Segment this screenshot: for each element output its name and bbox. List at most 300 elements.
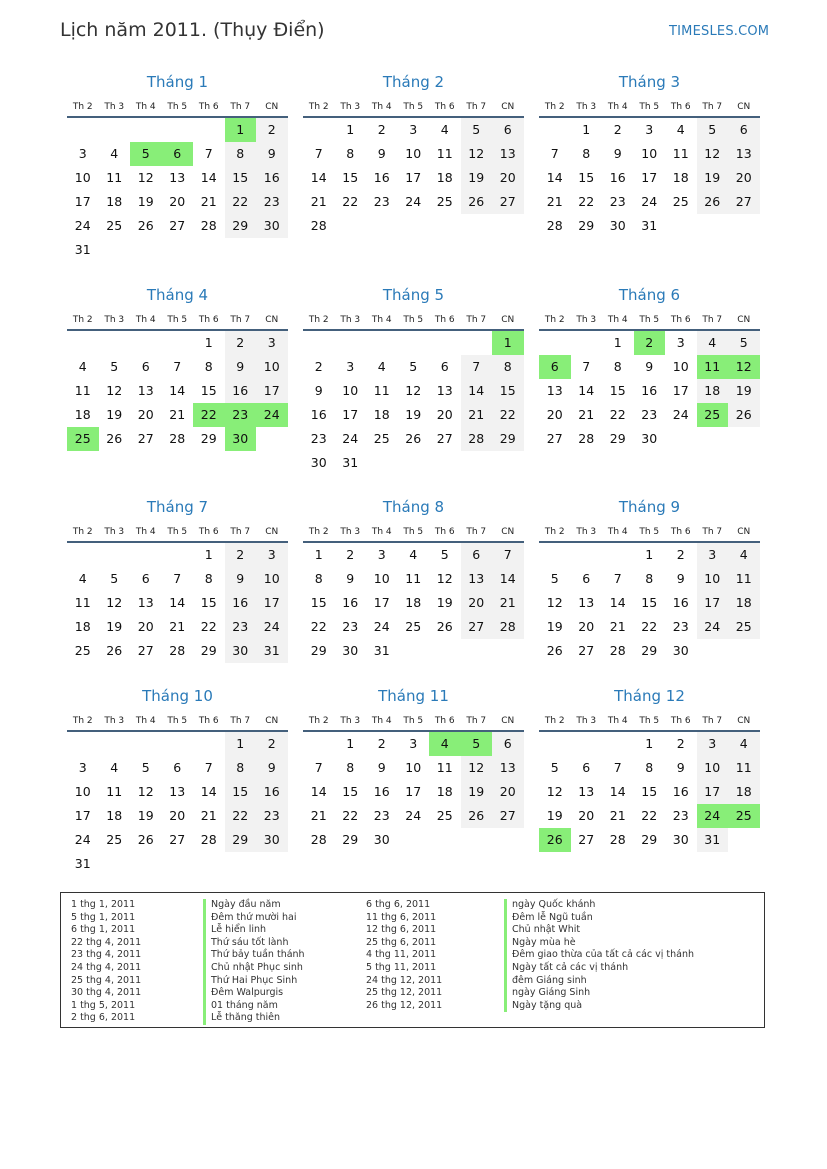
day-cell: 29 [641, 832, 658, 847]
weekday-label: Th 2 [544, 527, 565, 537]
weekday-label: Th 7 [702, 102, 723, 112]
day-cell: 20 [436, 407, 453, 422]
day-cell: 29 [225, 214, 257, 238]
day-cell: 19 [137, 808, 154, 823]
day-cell: 7 [613, 571, 622, 586]
weekday-header [303, 518, 524, 540]
day-cell: 1 [314, 547, 323, 562]
legend-names-right [504, 899, 694, 1012]
day-cell: 17 [256, 379, 288, 403]
weekday-header [67, 518, 288, 540]
day-cell: 17 [697, 591, 729, 615]
weekday-label: Th 2 [72, 102, 93, 112]
empty-cell [99, 331, 131, 355]
day-cell: 29 [641, 643, 658, 658]
day-cell: 16 [225, 379, 257, 403]
day-cell: 10 [697, 567, 729, 591]
day-cell: 30 [641, 431, 658, 446]
day-cell: 2 [256, 118, 288, 142]
legend-holiday-name: Thứ bảy tuần thánh [203, 949, 305, 962]
weekday-label: Th 2 [544, 102, 565, 112]
day-cell: 15 [609, 383, 626, 398]
day-cell: 9 [256, 756, 288, 780]
day-cell: 9 [346, 571, 355, 586]
day-cell: 8 [204, 359, 213, 374]
day-cell: 16 [256, 780, 288, 804]
legend-holiday-name: Đêm thứ mười hai [203, 912, 305, 925]
day-cell: 27 [492, 190, 524, 214]
empty-cell [602, 543, 634, 567]
day-cell: 2 [377, 736, 386, 751]
day-cell: 11 [74, 383, 91, 398]
day-cell: 27 [461, 615, 493, 639]
day-cell: 2 [613, 122, 622, 137]
day-cell: 19 [106, 407, 123, 422]
empty-cell [193, 732, 225, 756]
legend-date: 25 thg 12, 2011 [366, 987, 443, 999]
weekday-label: Th 3 [576, 527, 597, 537]
day-cell: 6 [582, 760, 591, 775]
day-cell: 28 [492, 615, 524, 639]
legend-holiday-name: Chủ nhật Whit [504, 924, 694, 937]
weekday-label: Th 5 [403, 102, 424, 112]
day-cell: 20 [578, 619, 595, 634]
weekday-label: Th 2 [72, 315, 93, 325]
day-cell: 26 [697, 190, 729, 214]
weekday-label: Th 7 [466, 102, 487, 112]
day-cell: 10 [641, 146, 658, 161]
legend-date: 2 thg 6, 2011 [71, 1012, 136, 1024]
day-cell: 1 [645, 736, 654, 751]
day-cell: 8 [645, 760, 654, 775]
day-cell: 26 [461, 804, 493, 828]
day-cell: 17 [74, 194, 91, 209]
month-title: Tháng 10 [142, 687, 213, 705]
holiday-day: 24 [697, 804, 729, 828]
day-cell: 6 [141, 359, 150, 374]
day-cell: 9 [377, 146, 386, 161]
weekday-label: CN [737, 315, 751, 325]
day-cell: 18 [436, 784, 453, 799]
day-grid [303, 331, 524, 475]
weekday-label: Th 4 [135, 315, 156, 325]
day-grid [303, 732, 524, 852]
day-cell: 24 [74, 832, 91, 847]
day-cell: 13 [578, 595, 595, 610]
day-cell: 27 [492, 804, 524, 828]
day-cell: 19 [137, 194, 154, 209]
day-cell: 18 [74, 407, 91, 422]
day-cell: 21 [310, 194, 327, 209]
day-cell: 22 [609, 407, 626, 422]
day-cell: 30 [672, 832, 689, 847]
day-cell: 15 [200, 595, 217, 610]
legend-date: 23 thg 4, 2011 [71, 949, 142, 961]
day-cell: 4 [728, 543, 760, 567]
day-cell: 14 [200, 784, 217, 799]
weekday-label: Th 5 [403, 527, 424, 537]
day-cell: 10 [373, 571, 390, 586]
day-cell: 10 [342, 383, 359, 398]
day-cell: 16 [641, 383, 658, 398]
day-cell: 24 [405, 808, 422, 823]
day-cell: 9 [676, 571, 685, 586]
empty-cell [162, 331, 194, 355]
legend-date: 26 thg 12, 2011 [366, 999, 443, 1011]
day-cell: 29 [200, 643, 217, 658]
day-cell: 1 [204, 335, 213, 350]
day-cell: 28 [546, 218, 563, 233]
weekday-header [303, 93, 524, 115]
day-cell: 31 [641, 218, 658, 233]
month-block [303, 284, 524, 475]
day-cell: 9 [377, 760, 386, 775]
site-link[interactable]: TIMESLES.COM [669, 24, 770, 39]
day-cell: 7 [173, 571, 182, 586]
day-cell: 6 [492, 732, 524, 756]
holiday-day: 12 [728, 355, 760, 379]
day-cell: 13 [492, 142, 524, 166]
weekday-label: Th 5 [403, 716, 424, 726]
weekday-label: CN [265, 102, 279, 112]
month-title: Tháng 6 [618, 286, 681, 304]
day-cell: 30 [672, 643, 689, 658]
day-cell: 16 [373, 784, 390, 799]
day-cell: 27 [137, 643, 154, 658]
weekday-label: CN [265, 315, 279, 325]
day-cell: 14 [169, 595, 186, 610]
day-cell: 6 [728, 118, 760, 142]
day-cell: 20 [169, 808, 186, 823]
day-cell: 19 [546, 619, 563, 634]
day-cell: 21 [200, 808, 217, 823]
day-cell: 26 [106, 643, 123, 658]
legend-date: 25 thg 4, 2011 [71, 974, 142, 986]
day-cell: 29 [225, 828, 257, 852]
day-cell: 1 [582, 122, 591, 137]
weekday-label: Th 6 [198, 527, 219, 537]
weekday-label: Th 4 [371, 716, 392, 726]
day-cell: 16 [256, 166, 288, 190]
weekday-label: Th 3 [104, 527, 125, 537]
day-cell: 20 [728, 166, 760, 190]
day-cell: 16 [672, 595, 689, 610]
day-cell: 14 [200, 170, 217, 185]
day-cell: 11 [405, 571, 422, 586]
day-grid [67, 331, 288, 451]
day-cell: 11 [373, 383, 390, 398]
day-cell: 21 [492, 591, 524, 615]
weekday-header [303, 707, 524, 729]
day-cell: 22 [342, 194, 359, 209]
empty-cell [303, 732, 335, 756]
day-cell: 18 [373, 407, 390, 422]
weekday-label: Th 3 [340, 102, 361, 112]
day-cell: 10 [697, 756, 729, 780]
weekday-label: Th 6 [670, 527, 691, 537]
day-cell: 3 [409, 736, 418, 751]
weekday-label: Th 5 [167, 315, 188, 325]
empty-cell [398, 331, 430, 355]
day-cell: 15 [225, 166, 257, 190]
day-cell: 20 [578, 808, 595, 823]
day-cell: 2 [225, 331, 257, 355]
day-cell: 23 [342, 619, 359, 634]
day-cell: 14 [310, 170, 327, 185]
day-cell: 29 [492, 427, 524, 451]
day-cell: 12 [405, 383, 422, 398]
day-cell: 17 [405, 784, 422, 799]
month-title: Tháng 7 [146, 498, 209, 516]
day-cell: 27 [728, 190, 760, 214]
day-cell: 15 [342, 170, 359, 185]
empty-cell [539, 543, 571, 567]
day-cell: 11 [436, 146, 453, 161]
day-cell: 8 [346, 760, 355, 775]
day-cell: 3 [409, 122, 418, 137]
weekday-label: Th 3 [340, 716, 361, 726]
day-cell: 20 [169, 194, 186, 209]
weekday-label: CN [501, 315, 515, 325]
day-cell: 15 [200, 383, 217, 398]
weekday-label: CN [265, 527, 279, 537]
day-cell: 24 [74, 218, 91, 233]
month-block [539, 71, 760, 238]
day-cell: 9 [613, 146, 622, 161]
day-cell: 10 [256, 567, 288, 591]
weekday-label: Th 3 [340, 315, 361, 325]
weekday-label: Th 5 [639, 527, 660, 537]
day-cell: 21 [546, 194, 563, 209]
day-cell: 29 [310, 643, 327, 658]
month-title: Tháng 5 [382, 286, 445, 304]
empty-cell [162, 118, 194, 142]
legend-date: 12 thg 6, 2011 [366, 924, 437, 936]
legend-holiday-name: đêm Giáng sinh [504, 975, 694, 988]
day-cell: 29 [200, 431, 217, 446]
holiday-day: 11 [697, 355, 729, 379]
legend-date: 4 thg 11, 2011 [366, 949, 437, 961]
legend-date: 5 thg 1, 2011 [71, 911, 136, 923]
holiday-day: 25 [728, 804, 760, 828]
day-cell: 12 [106, 383, 123, 398]
day-cell: 19 [436, 595, 453, 610]
weekday-label: Th 7 [702, 315, 723, 325]
legend-holiday-name: Chủ nhật Phục sinh [203, 962, 305, 975]
month-block [303, 71, 524, 238]
day-cell: 25 [373, 431, 390, 446]
day-cell: 8 [225, 756, 257, 780]
day-cell: 23 [256, 804, 288, 828]
day-cell: 10 [74, 170, 91, 185]
weekday-label: Th 5 [639, 102, 660, 112]
weekday-label: Th 6 [198, 315, 219, 325]
empty-cell [67, 331, 99, 355]
legend-holiday-name: Đêm lễ Ngũ tuần [504, 912, 694, 925]
weekday-label: Th 4 [371, 102, 392, 112]
holiday-day: 5 [461, 732, 493, 756]
legend-holiday-name: Đêm giao thừa của tất cả các vị thánh [504, 949, 694, 962]
weekday-label: Th 3 [576, 716, 597, 726]
month-block [303, 685, 524, 852]
day-cell: 22 [578, 194, 595, 209]
day-cell: 21 [169, 407, 186, 422]
day-cell: 3 [645, 122, 654, 137]
empty-cell [303, 331, 335, 355]
holiday-day: 30 [225, 427, 257, 451]
month-block [67, 496, 288, 663]
weekday-label: Th 5 [403, 315, 424, 325]
day-cell: 7 [613, 760, 622, 775]
legend-holiday-name: Ngày đầu năm [203, 899, 305, 912]
day-cell: 15 [310, 595, 327, 610]
empty-cell [162, 543, 194, 567]
holiday-day: 4 [429, 732, 461, 756]
day-cell: 25 [436, 194, 453, 209]
day-cell: 19 [546, 808, 563, 823]
day-cell: 14 [609, 784, 626, 799]
day-cell: 20 [461, 591, 493, 615]
empty-cell [571, 543, 603, 567]
month-block [303, 496, 524, 663]
weekday-label: Th 6 [434, 716, 455, 726]
day-cell: 2 [377, 122, 386, 137]
empty-cell [539, 732, 571, 756]
weekday-label: Th 4 [135, 102, 156, 112]
day-cell: 17 [641, 170, 658, 185]
legend-holiday-name: Lễ hiển linh [203, 924, 305, 937]
day-cell: 7 [550, 146, 559, 161]
day-cell: 14 [578, 383, 595, 398]
weekday-label: CN [501, 527, 515, 537]
empty-cell [99, 118, 131, 142]
weekday-label: CN [501, 102, 515, 112]
day-cell: 28 [461, 427, 493, 451]
day-cell: 12 [697, 142, 729, 166]
legend-holiday-name: Ngày tất cả các vị thánh [504, 962, 694, 975]
day-cell: 6 [141, 571, 150, 586]
day-cell: 16 [310, 407, 327, 422]
day-cell: 24 [256, 615, 288, 639]
day-cell: 15 [492, 379, 524, 403]
day-cell: 30 [256, 828, 288, 852]
empty-cell [130, 118, 162, 142]
weekday-label: Th 3 [104, 315, 125, 325]
month-title: Tháng 2 [382, 73, 445, 91]
day-cell: 14 [461, 379, 493, 403]
day-cell: 16 [342, 595, 359, 610]
day-cell: 7 [582, 359, 591, 374]
weekday-header [67, 306, 288, 328]
day-cell: 15 [225, 780, 257, 804]
legend-date: 24 thg 12, 2011 [366, 974, 443, 986]
holiday-day: 22 [193, 403, 225, 427]
day-cell: 26 [137, 218, 154, 233]
day-cell: 17 [74, 808, 91, 823]
day-cell: 26 [728, 403, 760, 427]
empty-cell [461, 331, 493, 355]
day-cell: 12 [137, 784, 154, 799]
month-block [67, 284, 288, 451]
weekday-label: Th 4 [607, 527, 628, 537]
holiday-day: 1 [225, 118, 257, 142]
day-grid [67, 118, 288, 262]
day-cell: 19 [106, 619, 123, 634]
day-cell: 3 [78, 146, 87, 161]
day-cell: 12 [137, 170, 154, 185]
day-cell: 8 [645, 571, 654, 586]
legend-date: 6 thg 1, 2011 [71, 924, 136, 936]
legend-holiday-name: Thứ Hai Phục Sinh [203, 975, 305, 988]
day-cell: 23 [609, 194, 626, 209]
day-cell: 29 [578, 218, 595, 233]
day-cell: 1 [346, 736, 355, 751]
day-cell: 3 [346, 359, 355, 374]
day-cell: 12 [546, 595, 563, 610]
month-block [539, 284, 760, 451]
holiday-day: 26 [539, 828, 571, 852]
day-cell: 15 [641, 595, 658, 610]
empty-cell [602, 732, 634, 756]
holiday-day: 2 [634, 331, 666, 355]
day-cell: 21 [461, 403, 493, 427]
weekday-label: Th 2 [72, 527, 93, 537]
day-cell: 21 [169, 619, 186, 634]
weekday-label: Th 7 [702, 716, 723, 726]
day-cell: 23 [373, 808, 390, 823]
day-cell: 27 [578, 832, 595, 847]
weekday-header [67, 93, 288, 115]
day-cell: 16 [672, 784, 689, 799]
day-cell: 6 [582, 571, 591, 586]
day-cell: 28 [609, 643, 626, 658]
day-cell: 30 [256, 214, 288, 238]
weekday-label: Th 7 [230, 102, 251, 112]
day-cell: 7 [314, 760, 323, 775]
day-grid [67, 732, 288, 876]
weekday-header [539, 93, 760, 115]
weekday-label: CN [501, 716, 515, 726]
day-cell: 4 [78, 359, 87, 374]
day-cell: 2 [676, 736, 685, 751]
day-cell: 8 [346, 146, 355, 161]
day-cell: 27 [169, 832, 186, 847]
weekday-label: Th 2 [308, 527, 329, 537]
holiday-day: 24 [256, 403, 288, 427]
day-cell: 5 [697, 118, 729, 142]
day-cell: 11 [728, 567, 760, 591]
day-grid [303, 543, 524, 663]
weekday-label: Th 3 [104, 102, 125, 112]
day-cell: 20 [546, 407, 563, 422]
day-cell: 1 [204, 547, 213, 562]
day-cell: 31 [373, 643, 390, 658]
weekday-label: Th 3 [104, 716, 125, 726]
day-cell: 1 [645, 547, 654, 562]
day-cell: 1 [346, 122, 355, 137]
page-title: Lịch năm 2011. (Thụy Điển) [60, 19, 325, 41]
weekday-label: Th 5 [167, 102, 188, 112]
day-cell: 23 [310, 431, 327, 446]
legend-holiday-name: Ngày mùa hè [504, 937, 694, 950]
holiday-legend [60, 892, 765, 1028]
weekday-label: Th 3 [576, 315, 597, 325]
weekday-label: Th 6 [198, 102, 219, 112]
day-cell: 23 [225, 615, 257, 639]
legend-date: 5 thg 11, 2011 [366, 961, 437, 973]
day-cell: 26 [461, 190, 493, 214]
empty-cell [99, 543, 131, 567]
